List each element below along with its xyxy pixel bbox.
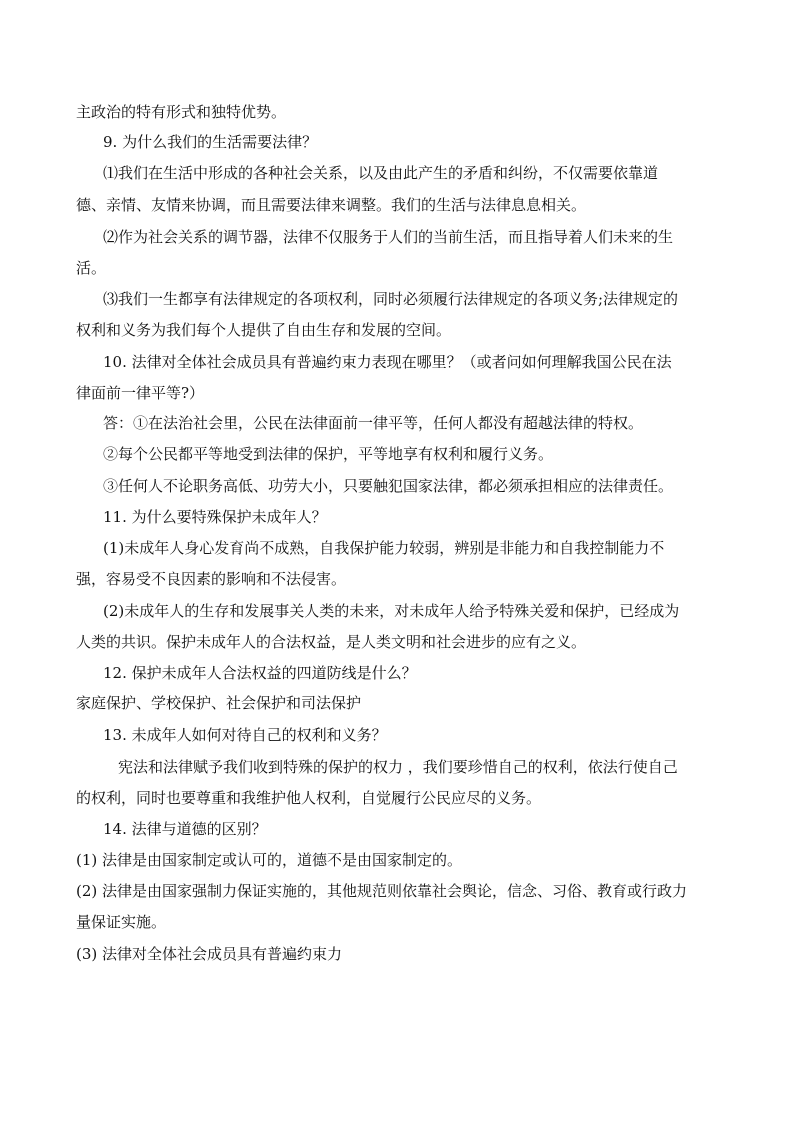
paragraph-line: 权利和义务为我们每个人提供了自由生存和发展的空间。 — [76, 321, 452, 339]
paragraph-line: 人类的共识。保护未成年人的合法权益，是人类文明和社会进步的应有之义。 — [76, 633, 587, 651]
paragraph-line: (1)未成年人身心发育尚不成熟，自我保护能力较弱，辨别是非能力和自我控制能力不 — [103, 539, 665, 557]
paragraph-line: 强，容易受不良因素的影响和不法侵害。 — [76, 570, 347, 588]
question-heading-13: 13. 未成年人如何对待自己的权利和义务？ — [103, 726, 387, 744]
paragraph-line: 主政治的特有形式和独特优势。 — [76, 103, 287, 121]
paragraph-line: (2)未成年人的生存和发展事关人类的未来，对未成年人给予特殊关爱和保护，已经成为 — [103, 602, 680, 620]
paragraph-line: 律面前一律平等?） — [76, 384, 205, 402]
answer-line: 家庭保护、学校保护、社会保护和司法保护 — [76, 694, 362, 712]
paragraph-line: 德、亲情、友情来协调，而且需要法律来调整。我们的生活与法律息息相关。 — [76, 196, 587, 214]
list-item: (1) 法律是由国家制定或认可的，道德不是由国家制定的。 — [76, 851, 463, 869]
question-heading-9: 9. 为什么我们的生活需要法律？ — [103, 133, 318, 151]
question-heading-11: 11. 为什么要特殊保护未成年人？ — [103, 508, 327, 526]
answer-line: ③任何人不论职务高低、功劳大小，只要触犯国家法律，都必须承担相应的法律责任。 — [103, 477, 674, 495]
list-item: (3) 法律对全体社会成员具有普遍约束力 — [76, 945, 343, 963]
list-item: (2) 法律是由国家强制力保证实施的，其他规范则依靠社会舆论，信念、习俗、教育或行政力 — [76, 882, 688, 900]
list-item-continuation: 量保证实施。 — [76, 913, 167, 931]
paragraph-line: ⑵作为社会关系的调节器，法律不仅服务于人们的当前生活，而且指导着人们未来的生 — [103, 228, 674, 246]
answer-line: 答：①在法治社会里，公民在法律面前一律平等，任何人都没有超越法律的特权。 — [103, 414, 644, 432]
paragraph-line: ⑴我们在生活中形成的各种社会关系，以及由此产生的矛盾和纠纷，不仅需要依靠道 — [103, 164, 659, 182]
question-heading-12: 12. 保护未成年人合法权益的四道防线是什么？ — [103, 664, 417, 682]
answer-line: ②每个公民都平等地受到法律的保护，平等地享有权利和履行义务。 — [103, 445, 554, 463]
paragraph-line: 宪法和法律赋予我们收到特殊的保护的权力 ，我们要珍惜自己的权利，依法行使自己 — [118, 758, 678, 776]
paragraph-line: 的权利，同时也要尊重和我维护他人权利，自觉履行公民应尽的义务。 — [76, 789, 542, 807]
paragraph-line: 活。 — [76, 259, 107, 277]
question-heading-14: 14. 法律与道德的区别？ — [103, 820, 267, 838]
question-heading-10: 10. 法律对全体社会成员具有普遍约束力表现在哪里？（或者问如何理解我国公民在法 — [103, 353, 672, 371]
paragraph-line: ⑶我们一生都享有法律规定的各项权利，同时必须履行法律规定的各项义务;法律规定的 — [103, 290, 679, 308]
